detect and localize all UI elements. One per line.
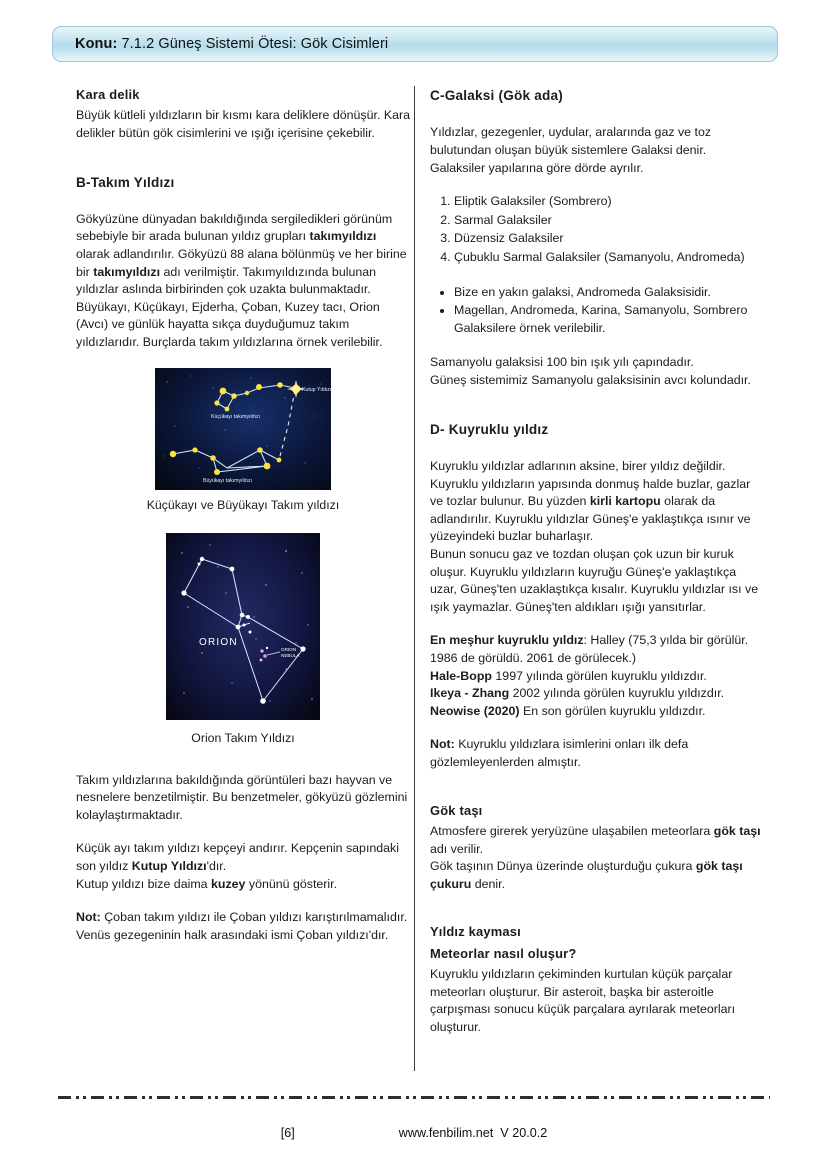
para-gok-tasi-1 bbox=[430, 823, 764, 858]
spacer bbox=[76, 143, 410, 173]
list-item: • Bize en yakın galaksi, Andromeda Galaksisidir. bbox=[454, 284, 764, 302]
spacer bbox=[76, 195, 410, 211]
label-orion-nebula-line1: ORION bbox=[281, 647, 297, 653]
para-gok-tasi-2-part2: denir. bbox=[471, 876, 506, 891]
bold-kuzey: kuzey bbox=[211, 876, 246, 891]
galaksi-types-list bbox=[430, 193, 764, 266]
list-item: • Magellan, Andromeda, Karina, Samanyolu, Sombrero Galaksilere örnek verilebilir. bbox=[454, 302, 764, 337]
bold-gok-tasi-cukuru: gök taşı çukuru bbox=[430, 859, 743, 891]
heading-kara-delik: Kara delik bbox=[76, 87, 140, 102]
para-galaksi: Yıldızlar, gezegenler, uydular, aralarında gaz ve toz bulutundan oluşan büyük sistemlere Galaksi denir. Galaksiler yapılarına göre dörde ayrılır. bbox=[430, 125, 712, 175]
caption-orion: Orion Takım Yıldızı bbox=[191, 731, 295, 746]
version-label: V 20.0.2 bbox=[500, 1126, 548, 1140]
spacer bbox=[76, 824, 410, 840]
footer-divider bbox=[58, 1096, 770, 1099]
note-coban-body: Çoban takım yıldızı ile Çoban yıldızı karıştırılmamalıdır. Venüs gezegeninin halk arasındaki ismi Çoban yıldızı'dır. bbox=[76, 910, 408, 942]
bold-kirli-kartopu: kirli kartopu bbox=[589, 494, 661, 509]
label-orion-nebula-line2: NEBULA bbox=[281, 653, 300, 659]
para-benzetme: Takım yıldızlarına bakıldığında görüntüleri bazı hayvan ve nesnelere benzetilmiştir. Bu benzetmeler, gökyüzü gözlemini kolaylaştırmaktadır. bbox=[76, 772, 408, 822]
list-item: 1. Eliptik Galaksiler (Sombrero) bbox=[454, 193, 764, 211]
para-kara-delik: Büyük kütleli yıldızların bir kısmı kara deliklere dönüşür. Kara delikler bütün gök cisimlerini ve ışığı içerisine çekebilir. bbox=[76, 108, 411, 140]
bold-takimyildizi-1: takımyıldızı bbox=[309, 229, 377, 244]
label-ursa-major: Büyükayı takımyıldızı bbox=[203, 477, 253, 484]
para-takim-yildizi bbox=[76, 211, 410, 352]
topic-label: Konu: bbox=[75, 36, 118, 52]
caption-ursa: Küçükayı ve Büyükayı Takım yıldızı bbox=[146, 497, 340, 512]
para-kuyruklu-1-part2: olarak da adlandırılır. Kuyruklu yıldızlar Güneş'e yaklaştıkça ısınır ve yüzeyindeki buzlar buharlaşır. bbox=[430, 494, 751, 544]
heading-galaksi: C-Galaksi (Gök ada) bbox=[430, 88, 563, 103]
spacer bbox=[76, 352, 410, 368]
para-kucuk-ayi bbox=[76, 840, 410, 875]
orion-constellation-svg bbox=[166, 533, 320, 720]
label-polaris: Kutup Yıldızı bbox=[302, 386, 331, 393]
para-gunes-kol: Güneş sistemimiz Samanyolu galaksisinin avcı kolundadır. bbox=[430, 373, 751, 387]
galaksi-facts-list bbox=[430, 284, 764, 338]
para-kuyruklu-1-part1: Kuyruklu yıldızlar adlarının aksine, birer yıldız değildir. Kuyruklu yıldızların yapısında donmuş halde buzlar, gazlar ve tozlar bulunur. Bu yüzden bbox=[430, 458, 751, 509]
para-kutup-yonu bbox=[76, 876, 410, 894]
spacer bbox=[430, 108, 764, 124]
para-takim-yildizi-part1: Gökyüzüne dünyadan bakıldığında sergiledikleri görünüm sebebiyle bir arada bulunan yıldız grupları bbox=[76, 211, 393, 244]
note-kuyruklu-body: Kuyruklu yıldızlara isimlerini onları ilk defa gözlemleyenlerden almıştır. bbox=[430, 737, 689, 770]
orion-constellation-image bbox=[163, 530, 323, 723]
note-kuyruklu bbox=[430, 736, 764, 771]
heading-gok-tasi: Gök taşı bbox=[430, 802, 483, 818]
para-kutup-yonu-part2: yönünü gösterir. bbox=[245, 876, 338, 891]
subheading-meteorlar: Meteorlar nasıl oluşur? bbox=[430, 945, 577, 961]
para-kucuk-ayi-part1: Küçük ayı takım yıldızı kepçeyi andırır. Kepçenin sapındaki son yıldız bbox=[76, 841, 400, 874]
para-comet-neowise bbox=[430, 703, 764, 721]
comet-desc: En son görülen kuyruklu yıldızdır. bbox=[519, 703, 706, 718]
spacer bbox=[430, 442, 764, 458]
note-coban bbox=[76, 909, 410, 944]
list-item: 2. Sarmal Galaksiler bbox=[454, 212, 764, 230]
comet-name: Neowise (2020) bbox=[430, 703, 520, 718]
orion-nebula-marker bbox=[260, 650, 280, 662]
spacer bbox=[430, 720, 764, 736]
comet-name: Hale-Bopp bbox=[430, 668, 492, 683]
body-en-meshur: : Halley (75,3 yılda bir görülür. 1986 de görüldü. 2061 de görülecek.) bbox=[430, 633, 749, 665]
list-item: 4. Çubuklu Sarmal Galaksiler (Samanyolu, Andromeda) bbox=[454, 249, 764, 267]
spacer bbox=[430, 772, 764, 802]
note-coban-label: Not: bbox=[76, 910, 101, 925]
spacer bbox=[430, 893, 764, 923]
spacer bbox=[430, 338, 764, 354]
para-comet-hale-bopp bbox=[430, 668, 764, 686]
spacer bbox=[76, 748, 410, 772]
heading-yildiz-kaymasi: Yıldız kayması bbox=[430, 924, 521, 940]
para-takim-yildizi-part3: adı verilmiştir. Takımyıldızında bulunan yıldızlar aslında birbirinden çok uzakta bulunmaktadır. Büyükayı, Küçükayı, Ejderha, Çoban, Kuzey tacı, Orion (Avcı) ve günlük hayatta sıkça duyduğumuz takım yıldızlarıdır. Burçlarda takım yıldızlarına örnek verilebilir. bbox=[76, 264, 383, 350]
para-gok-tasi-1-part1: Atmosfere girerek yeryüzüne ulaşabilen meteorlara bbox=[430, 823, 714, 838]
spacer bbox=[430, 390, 764, 420]
page-footer bbox=[0, 1126, 828, 1140]
heading-kuyruklu-yildiz: D- Kuyruklu yıldız bbox=[430, 421, 549, 437]
list-item: 3. Düzensiz Galaksiler bbox=[454, 230, 764, 248]
para-kutup-yonu-part1: Kutup yıldızı bize daima bbox=[76, 876, 211, 891]
para-gok-tasi-2 bbox=[430, 858, 764, 893]
spacer bbox=[430, 616, 764, 632]
spacer bbox=[430, 268, 764, 284]
label-orion: ORION bbox=[199, 637, 238, 649]
topic-banner-text bbox=[75, 36, 388, 52]
label-ursa-minor: Küçükayı takımyıldızı bbox=[211, 413, 261, 420]
comet-desc: 2002 yılında görülen kuyruklu yıldızdır. bbox=[509, 686, 725, 701]
bold-gok-tasi: gök taşı bbox=[713, 823, 761, 838]
figure-orion bbox=[76, 530, 410, 747]
topic-title: 7.1.2 Güneş Sistemi Ötesi: Gök Cisimleri bbox=[121, 36, 389, 52]
left-column bbox=[76, 86, 410, 944]
spacer bbox=[430, 177, 764, 193]
column-divider bbox=[414, 86, 415, 1071]
site-url: www.fenbilim.net bbox=[398, 1126, 494, 1140]
comet-name: Ikeya - Zhang bbox=[430, 686, 510, 701]
comet-desc: 1997 yılında görülen kuyruklu yıldızdır. bbox=[491, 668, 707, 683]
spacer bbox=[76, 893, 410, 909]
para-kuyruklu-1 bbox=[430, 458, 764, 546]
topic-banner bbox=[52, 26, 778, 62]
ursa-constellation-image bbox=[155, 368, 331, 490]
para-comet-ikeya-zhang bbox=[430, 685, 764, 703]
footer-site-version bbox=[399, 1126, 547, 1140]
para-takim-yildizi-part2: olarak adlandırılır. Gökyüzü 88 alana bölünmüş ve her birine bir bbox=[76, 247, 407, 279]
page-number: [6] bbox=[280, 1126, 295, 1140]
right-column bbox=[430, 86, 764, 1036]
para-gok-tasi-2-part1: Gök taşının Dünya üzerinde oluşturduğu çukura bbox=[430, 859, 696, 874]
para-en-meshur bbox=[430, 632, 764, 667]
para-kuyruklu-2: Bunun sonucu gaz ve tozdan oluşan çok uzun bir kuruk oluşur. Kuyruklu yıldızların kuyruğu Güneş'e yaklaştıkça uzar, Güneş'ten uzaklaştıkça kısalır. Kuyruklu yıldızlar ısı ve ışık yaymazlar. Güneş'ten aldıkları ışığı yansıtırlar. bbox=[430, 546, 759, 614]
spacer bbox=[76, 514, 410, 530]
note-kuyruklu-label: Not: bbox=[430, 737, 455, 752]
para-meteorlar: Kuyruklu yıldızların çekiminden kurtulan küçük parçalar meteorları oluşturur. Bir asteroit, başka bir asteroitle çarpışması sonucu küçük parçalara ayrılarak meteorları oluşturur. bbox=[430, 967, 736, 1034]
para-kucuk-ayi-part2: 'dır. bbox=[206, 859, 227, 874]
heading-takim-yildizi: B-Takım Yıldızı bbox=[76, 174, 175, 190]
ursa-constellation-svg bbox=[155, 368, 331, 490]
figure-ursa bbox=[76, 368, 410, 514]
bold-takimyildizi-2: takımyıldızı bbox=[93, 264, 161, 279]
topic-banner-inner bbox=[52, 26, 778, 62]
label-en-meshur: En meşhur kuyruklu yıldız bbox=[430, 633, 584, 648]
para-gok-tasi-1-part2: adı verilir. bbox=[430, 841, 484, 856]
para-samanyolu-cap: Samanyolu galaksisi 100 bin ışık yılı çapındadır. bbox=[430, 355, 694, 370]
bold-kutup-yildizi: Kutup Yıldızı bbox=[131, 859, 207, 874]
